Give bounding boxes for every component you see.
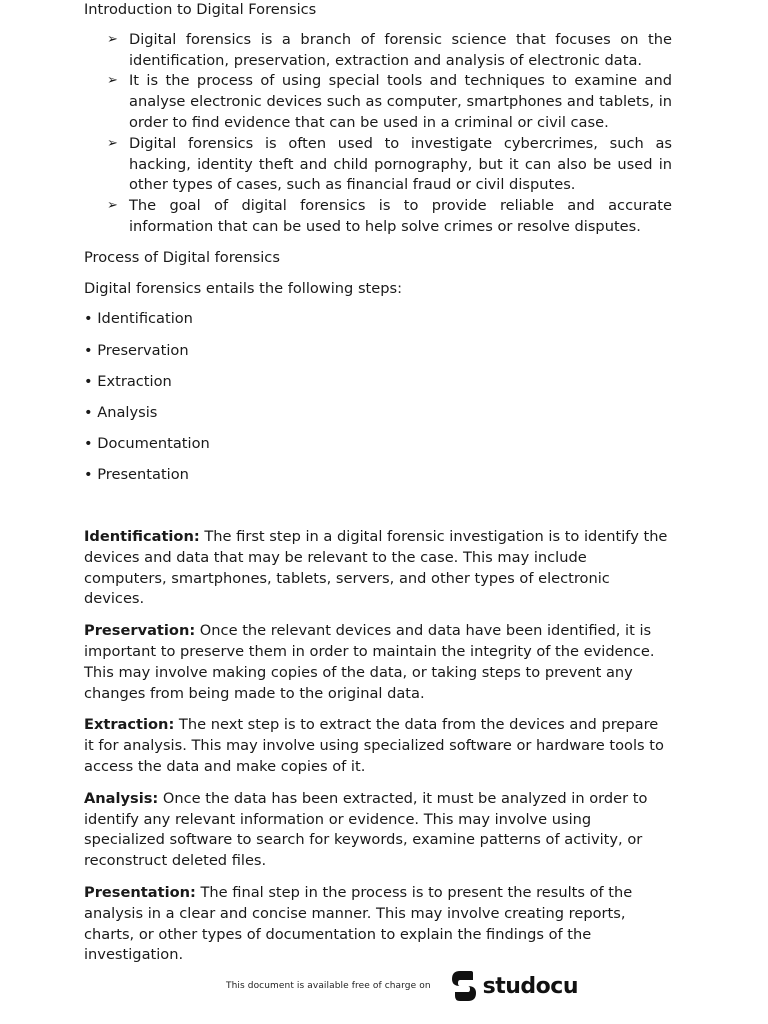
section-term: Analysis:	[84, 789, 159, 807]
section-term: Preservation:	[84, 622, 196, 640]
presentation-paragraph: Presentation: The final step in the process is to present the results of the analysis in a clear and concise manner. This may involve creating reports, charts, or other types of documentation to explain the findings of the investigation.	[84, 884, 633, 964]
intro-heading: Introduction to Digital Forensics	[84, 1, 317, 18]
section-term: Presentation:	[84, 884, 196, 902]
step-item: • Presentation	[84, 466, 189, 484]
intro-bullet-list	[84, 30, 672, 238]
arrow-bullet-icon: ➢	[107, 198, 118, 214]
arrow-bullet-icon: ➢	[107, 31, 118, 47]
studocu-logo[interactable]	[449, 970, 578, 1002]
arrow-bullet-icon: ➢	[107, 73, 118, 89]
step-item: • Preservation	[84, 341, 189, 359]
process-steps-list	[84, 309, 672, 486]
extraction-paragraph: Extraction: The next step is to extract the data from the devices and prepare it for analysis. This may involve using specialized software or hardware tools to access the data and make copies of it.	[84, 716, 664, 776]
list-item: ➢ It is the process of using special tools and techniques to examine and analyse electronic devices such as computer, smartphones and tablets, in order to find evidence that can be used in a criminal or civil case.	[107, 72, 672, 131]
step-item: • Identification	[84, 310, 193, 328]
section-term: Extraction:	[84, 716, 175, 734]
arrow-bullet-icon: ➢	[107, 135, 118, 151]
list-item: ➢ Digital forensics is often used to investigate cybercrimes, such as hacking, identity theft and child pornography, but it can also be used in other types of cases, such as financial fraud or civil disputes.	[107, 134, 672, 194]
list-item: ➢ Digital forensics is a branch of forensic science that focuses on the identification, preservation, extraction and analysis of electronic data.	[107, 30, 672, 69]
process-heading: Process of Digital forensics	[84, 248, 280, 266]
section-term: Identification:	[84, 528, 200, 546]
preservation-paragraph: Preservation: Once the relevant devices and data have been identified, it is important to preserve them in order to maintain the integrity of the evidence. This may involve making copies of the data, or taking steps to prevent any changes from being made to the original data.	[84, 622, 655, 702]
footer-notice: This document is available free of charge on	[226, 981, 431, 991]
list-item: ➢ The goal of digital forensics is to provide reliable and accurate information that can be used to help solve crimes or resolve disputes.	[107, 197, 672, 235]
process-lead: Digital forensics entails the following steps:	[84, 279, 403, 297]
studocu-wordmark: studocu	[482, 973, 578, 999]
step-item: • Documentation	[84, 435, 210, 453]
step-item: • Extraction	[84, 372, 172, 390]
step-item: • Analysis	[84, 403, 158, 421]
document-page	[84, 0, 672, 966]
studocu-logo-icon	[449, 970, 479, 1002]
identification-paragraph: Identification: The first step in a digital forensic investigation is to identify the devices and data that may be relevant to the case. This may include computers, smartphones, tablets, servers, and other types of electronic devices.	[84, 528, 668, 608]
studocu-footer[interactable]	[226, 968, 578, 1004]
analysis-paragraph: Analysis: Once the data has been extracted, it must be analyzed in order to identify any relevant information or evidence. This may involve using specialized software to search for keywords, examine patterns of activity, or reconstruct deleted files.	[84, 789, 648, 870]
